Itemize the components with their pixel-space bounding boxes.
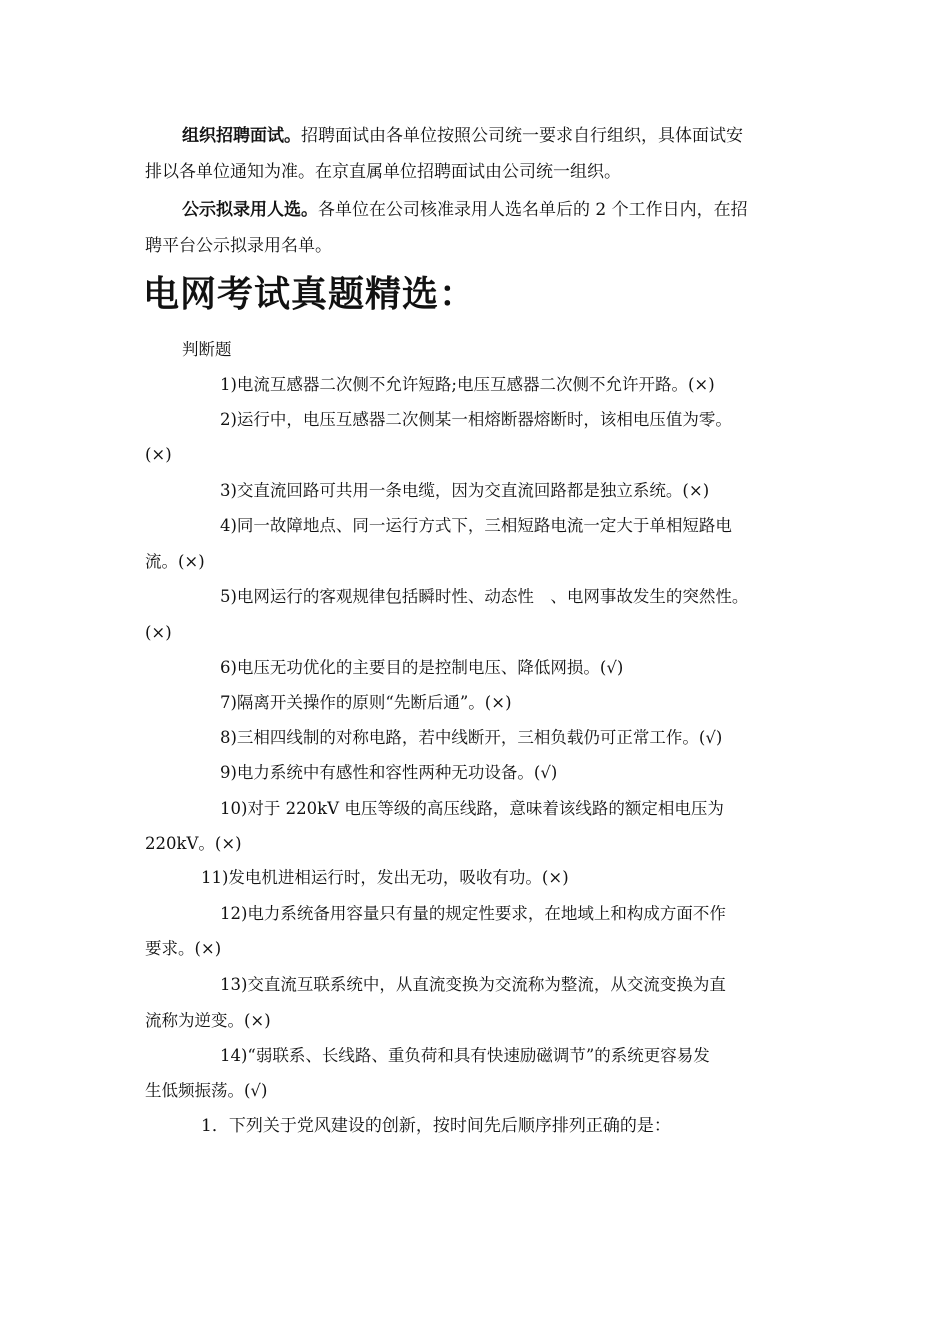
question-2-line-1: 2)运行中，电压互感器二次侧某一相熔断器熔断时，该相电压值为零。 [220,410,732,429]
question-13-line-2: 流称为逆变。(×) [145,1011,271,1030]
intro-paragraph-2-line-1 [145,192,822,228]
question-4-line-1: 4)同一故障地点、同一运行方式下，三相短路电流一定大于单相短路电 [220,516,732,535]
question-1-line-1: 1)电流互感器二次侧不允许短路;电压互感器二次侧不允许开路。(×) [220,375,715,394]
question-14-line-2: 生低频振荡。(√) [145,1081,268,1100]
question-9-line-1: 9)电力系统中有感性和容性两种无功设备。(√) [220,763,558,782]
question-14-line-1: 14)“弱联系、长线路、重负荷和具有快速励磁调节”的系统更容易发 [220,1046,710,1065]
final-question: 1．下列关于党风建设的创新，按时间先后顺序排列正确的是： [201,1116,671,1136]
question-6-line-1: 6)电压无功优化的主要目的是控制电压、降低网损。(√) [220,658,624,677]
question-10-line-1: 10)对于 220kV 电压等级的高压线路，意味着该线路的额定相电压为 [220,799,724,818]
question-4-line-2: 流。(×) [145,552,205,571]
question-5-line-2: (×) [145,623,172,642]
question-10-line-2: 220kV。(×) [145,834,242,853]
question-3-line-1: 3)交直流回路可共用一条电缆，因为交直流回路都是独立系统。(×) [220,481,710,500]
question-2-line-2: (×) [145,445,172,464]
intro-paragraph-2-text: 各单位在公司核准录用人选名单后的 2 个工作日内，在招 [318,200,748,220]
intro-paragraph-1-bold: 组织招聘面试。 [182,126,301,146]
intro-paragraph-2-bold: 公示拟录用人选。 [182,200,318,220]
page-heading: 电网考试真题精选： [143,274,477,315]
intro-paragraph-1-line-2: 排以各单位通知为准。在京直属单位招聘面试由公司统一组织。 [145,162,621,182]
question-12-line-1: 12)电力系统备用容量只有量的规定性要求，在地域上和构成方面不作 [220,904,726,923]
question-13-line-1: 13)交直流互联系统中，从直流变换为交流称为整流，从交流变换为直 [220,975,726,994]
question-12-line-2: 要求。(×) [145,939,222,958]
intro-paragraph-2-line-2: 聘平台公示拟录用名单。 [145,236,332,256]
question-7-line-1: 7)隔离开关操作的原则“先断后通”。(×) [220,693,512,712]
question-11-line-1: 11)发电机进相运行时，发出无功，吸收有功。(×) [201,868,569,887]
intro-paragraph-1-line-1 [145,118,822,154]
intro-paragraph-1-text: 招聘面试由各单位按照公司统一要求自行组织，具体面试安 [301,126,743,146]
section-label: 判断题 [182,340,232,359]
question-5-line-1: 5)电网运行的客观规律包括瞬时性、动态性 、电网事故发生的突然性。 [220,587,749,606]
question-8-line-1: 8)三相四线制的对称电路，若中线断开，三相负载仍可正常工作。(√) [220,728,723,747]
